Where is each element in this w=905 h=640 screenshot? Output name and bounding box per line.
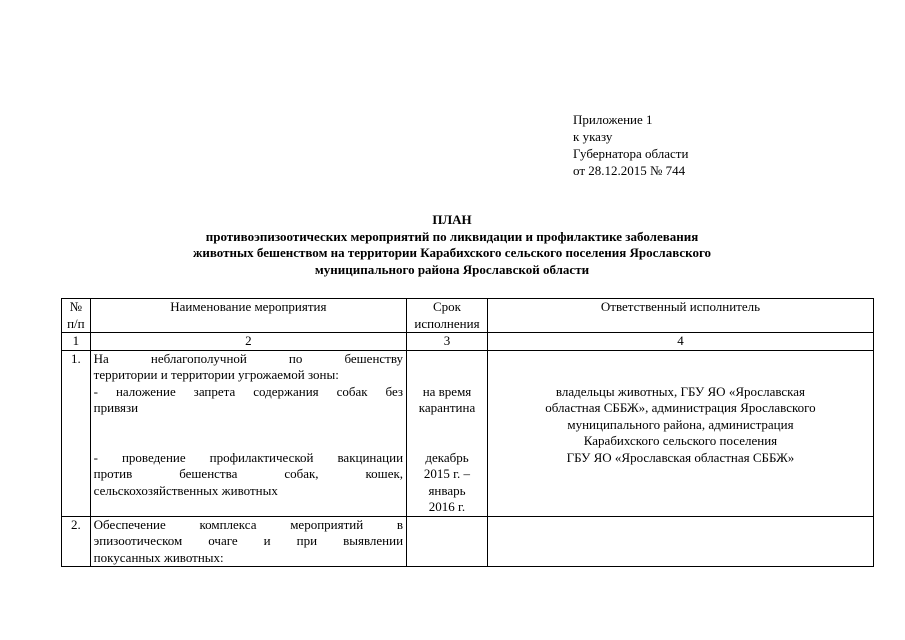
header-term [407,299,488,333]
appendix-line-1: Приложение 1 [573,112,653,127]
table-index-row [62,333,874,351]
table-header-row [62,299,874,333]
row-executor [487,516,873,567]
measure-intro-line-1: На неблагополучной по бешенству [93,350,404,366]
term-2-line-3: январь [428,482,466,498]
executor-line-4: Карабихского сельского поселения [583,433,778,448]
measure-line-1: Обеспечение комплекса мероприятий в [93,516,404,532]
measure-item-2-line-1: - проведение профилактической вакцинации [93,449,404,465]
row-measure [90,516,406,567]
index-cell: 4 [487,333,873,351]
appendix-block [573,111,873,179]
index-cell: 1 [62,333,91,351]
measure-line-2: эпизоотическом очаге и при выявлении [93,533,404,548]
row-measure [90,350,406,516]
spacer [410,351,484,384]
measure-line-3: покусанных животных: [93,549,224,565]
measure-intro-line-2: территории и территории угрожаемой зоны: [93,367,339,382]
spacer [491,351,870,384]
executor-line-3: муниципального района, администрация [567,416,794,432]
spacer [410,417,484,450]
measure-item-1-line-2: привязи [93,400,139,415]
measure-item-2-line-2: против бешенства собак, кошек, [93,466,404,481]
header-name: Наименование мероприятия [90,299,406,333]
row-term [407,516,488,567]
row-number: 1. [62,350,91,516]
header-number-line-2: п/п [67,315,85,331]
header-executor: Ответственный исполнитель [487,299,873,333]
header-term-line-1: Срок [432,299,461,314]
executor-line-1: владельцы животных, ГБУ ЯО «Ярославская [555,383,806,399]
appendix-line-3: Губернатора области [573,146,689,161]
appendix-line-2: к указу [573,129,613,144]
document-title [60,212,844,278]
table-row [62,516,874,567]
appendix-line-4: от 28.12.2015 № 744 [573,163,686,178]
table-row [62,350,874,516]
index-cell: 3 [407,333,488,351]
title-line-3: муниципального района Ярославской области [314,261,590,277]
term-2-line-1: декабрь [425,449,469,465]
term-2-line-2: 2015 г. – [423,466,471,481]
measure-item-2-line-3: сельскохозяйственных животных [93,482,278,498]
title-line-1: противоэпизоотических мероприятий по ликвидации и профилактике заболевания [205,228,699,244]
executor-line-5: ГБУ ЯО «Ярославская областная СББЖ» [566,449,795,465]
plan-table [61,298,874,567]
index-cell: 2 [90,333,406,351]
header-term-line-2: исполнения [414,315,480,331]
title-line-2: животных бешенством на территории Карабихского сельского поселения Ярославского [192,245,712,260]
term-2-line-4: 2016 г. [428,499,466,514]
row-term [407,350,488,516]
title-heading: ПЛАН [432,212,472,227]
term-1-line-1: на время [422,383,472,399]
measure-item-1-line-1: - наложение запрета содержания собак без [93,383,404,399]
header-number-line-1: № [69,299,83,314]
term-1-line-2: карантина [418,400,476,415]
executor-line-2: областная СББЖ», администрация Ярославского [545,400,816,415]
row-number: 2. [62,516,91,567]
spacer [94,417,403,450]
header-number [62,299,91,333]
row-executor [487,350,873,516]
